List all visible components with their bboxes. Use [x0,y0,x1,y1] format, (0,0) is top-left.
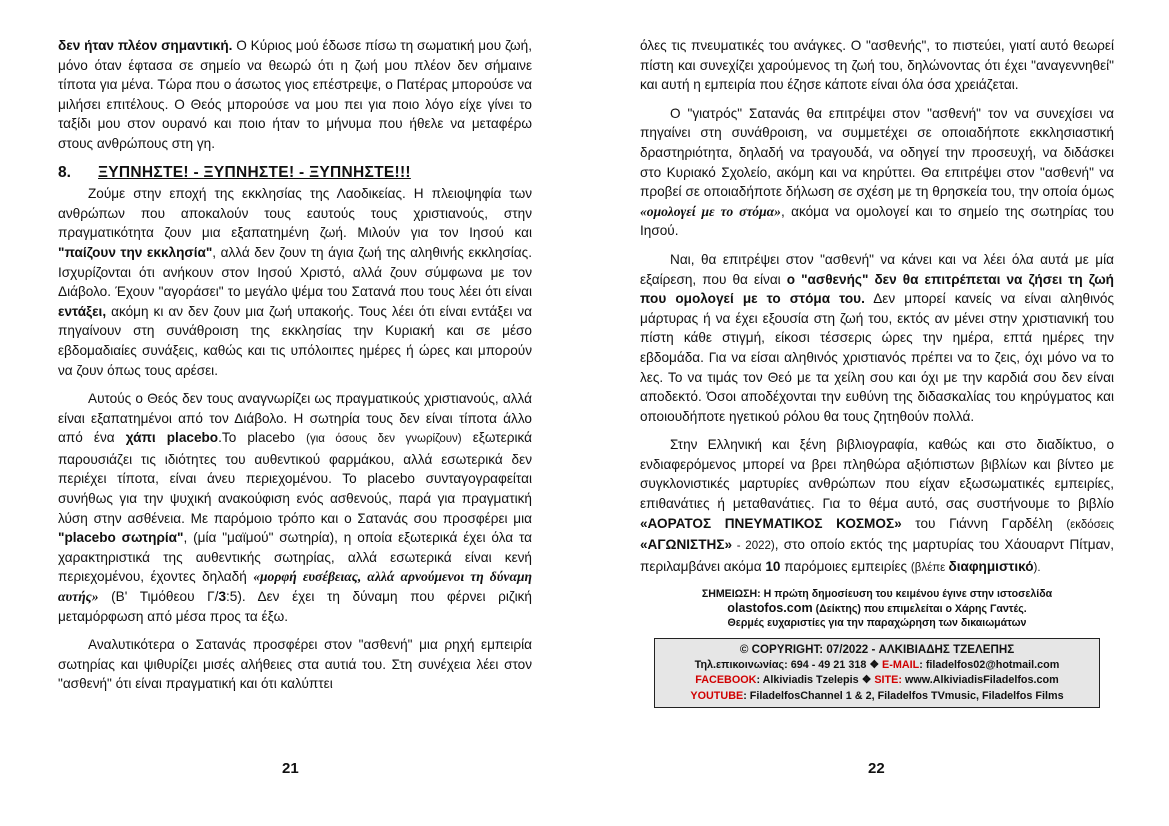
text-run: , (μία "μαϊμού" σωτηρία), η οποία εξωτερικά έχει όλα τα χαρακτηριστικά της αυθεντικής σωτηρίας, αλλά εσωτερικά είναι κενή περιεχομένου, έχοντες δηλαδή [58,530,532,585]
text-run: Ναι, θα επιτρέψει στον "ασθενή" να κάνει και να λέει όλα αυτά με μία εξαίρεση, που θα είναι [640,251,1114,287]
right-paragraph-2 [640,104,1114,241]
right-paragraph-4 [640,435,1114,578]
left-paragraph-4 [58,635,532,694]
left-page-number: 21 [282,760,299,777]
text-run: - 2022) [732,540,775,553]
copyright-line: © COPYRIGHT: 07/2022 - ΑΛΚΙΒΙΑΔΗΣ ΤΖΕΛΕΠΗΣ [739,643,1015,657]
text-run: "placebo σωτηρία" [58,530,184,546]
text-run: χάπι placebo [125,430,219,446]
left-paragraph-1 [58,36,532,154]
text-run: ο "ασθενής" δεν θα επιτρέπεται να ζήσει τη ζωή που ομολογεί με το στόμα του. [640,271,1114,307]
text-run: Αυτούς ο Θεός δεν τους αναγνωρίζει ως πραγματικούς χριστιανούς, αλλά είναι εξαπατημένοι από τον Διάβολο. Η σωτηρία τους δεν είναι τίποτα άλλο από ένα [58,391,532,446]
separator-icon: ❖ [861,674,872,687]
text-run: 10 [765,558,781,574]
copyright-box [654,638,1100,708]
text-run: Ο Κύριος μού έδωσε πίσω τη σωματική μου ζωή, μόνο όταν έφτασα σε σημείο να θεωρώ ότι η ζωή μου πλέον δεν σήμαινε τίποτα για μένα. Τώρα που ο άσωτος γιος επέστρεψε, ο Πατέρας μπορούσε να μιλήσει επιτέλους. Ο Θεός μπορούσε να μου πει για ποιο λόγο είχε γίνει το ταξίδι μου στον ουρανό και ποιο ήταν το μήνυμα που ήθελε να μεταφέρω στους ανθρώπους στη γη. [58,38,532,151]
text-run: εξωτερικά παρουσιάζει τις ιδιότητες του αυθεντικού φαρμάκου, αλλά εσωτερικά δεν περιέχει τίποτα, είναι άνευ περιεχομένου. Το placebo συνταγογραφείται συνήθως για την ψυχική ανακούφιση ενός ασθενούς, παρά για πραγματική λύση στην ασθένεια. Με παρόμοιο τρόπο και ο Σατανάς σου προσφέρει μια [58,430,532,526]
text-run: (βλέπε [910,561,949,574]
text-run: Στην Ελληνική και ξένη βιβλιογραφία, καθώς και στο διαδίκτυο, ο ενδιαφερόμενος μπορεί να βρει πληθώρα αξιόπιστων βιβλίων και βίντεο με συγκλονιστικές μαρτυρίες ανθρώπων που είχαν εξωσωματικές εμπειρίες, επιθανάτιες ή μεταθανάτιες. Για το θέμα αυτό, σας συστήνουμε το βιβλίο [640,437,1114,512]
text-run: «μορφή ευσέβειας, αλλά αρνούμενοι τη δύναμη αυτής» [58,569,532,605]
publication-note [640,587,1114,630]
text-run: όλες τις πνευματικές του ανάγκες. Ο "ασθενής", το πιστεύει, γιατί αυτό θεωρεί πίστη και συνεχίζει χαρούμενος τη ζωή του, δηλώνοντας ότι έχει "αναγεννηθεί" και αυτή η εμπειρία που έζησε κάποτε είναι όλα όσα χρειάζεται. [640,38,1114,93]
text-run: (εκδόσεις [1066,518,1115,531]
right-paragraph-1 [640,36,1114,95]
text-run: Δεν μπορεί κανείς να είναι αληθινός μάρτυρας ή να έχει εξουσία στη ζωή του, εκτός αν μένει στην χριστιανική του πίστη κάθε στιγμή, είκοσι τέσσερις ώρες την ημέρα, επτά ημέρες την εβδομάδα. Για να είσαι αληθινός χριστιανός πρέπει να το ζεις, όχι μόνο να το λες. Το να τιμάς τον Θεό με τα χείλη σου και όχι με την καρδιά σου δεν είναι αποδεκτό. Όσοι αποδέχονται την ευθύνη της διδασκαλίας του κηρύγματος και οποιουδήποτε ηγετικού ρόλου θα τους ζητηθούν πολλά. [640,291,1114,424]
text-run: του Γιάννη Γαρδέλη [901,515,1067,531]
right-page-number: 22 [868,760,885,777]
left-paragraph-3 [58,389,532,626]
phone-label: Τηλ.επικοινωνίας: [694,658,788,671]
email-address[interactable]: : filadelfos02@hotmail.com [919,658,1060,671]
text-run: , στο οποίο εκτός της μαρτυρίας του Χάουαρντ Πίτμαν, περιλαμβάνει ακόμα [640,537,1114,574]
right-page [640,36,1114,708]
note-site-link[interactable]: olastofos.com [727,601,813,616]
contact-line [659,658,1095,674]
left-paragraph-2 [58,184,532,380]
site-label: SITE: [874,674,902,687]
section-heading [58,163,532,183]
text-run: ακόμη κι αν δεν ζουν μια ζωή υπακοής. Τους λέει ότι είναι εντάξει να πηγαίνουν στη συνάθροιση της εκκλησίας την Κυριακή και σε μέσο εβδομαδιαίες συνάξεις, καθώς και τις υπόλοιπες ημέρες ή ώρες και μπορούν να ζουν όπως τους αρέσει. [58,303,532,378]
text-run: , ακόμα να ομολογεί και το σημείο της σωτηρίας του Ιησού. [640,203,1114,239]
text-run: ). [1033,561,1041,574]
youtube-channels[interactable]: : FiladelfosChannel 1 & 2, Filadelfos TVmusic, Filadelfos Films [743,689,1064,702]
text-run: δεν ήταν πλέον σημαντική. [58,38,233,53]
section-number: 8. [58,163,71,181]
right-paragraph-3 [640,250,1114,426]
text-run: :5). Δεν έχει τη δύναμη που φέρνει ριζική μεταμόρφωση από μέσα προς τα έξω. [58,589,532,624]
phone-number: 694 - 49 21 318 [790,658,867,671]
text-run: , αλλά δεν ζουν τη άγια ζωή της αληθινής εκκλησίας. Ισχυρίζονται ότι ανήκουν στον Ιησού Χριστό, αλλά ζουν σύμφωνα με τον Διάβολο. Έχουν "αγοράσει" το μεγάλο ψέμα του Σατανά που τους λέει ότι είναι [58,244,532,300]
text-run: Ζούμε στην εποχή της εκκλησίας της Λαοδικείας. Η πλειοψηφία των ανθρώπων που αποκαλούν τους εαυτούς τους χριστιανούς, στην πραγματικότητα ζουν μια εξαπατημένη ζωή. Μιλούν για τον Ιησού και [58,186,532,241]
youtube-line [659,689,1095,705]
text-run: "παίζουν την εκκλησία" [58,244,213,260]
separator-icon: ❖ [869,658,880,671]
site-url[interactable]: www.AlkiviadisFiladelfos.com [904,674,1059,687]
text-run: διαφημιστικό [948,558,1034,574]
text-run: .Το placebo [218,430,307,446]
facebook-name[interactable]: : Alkiviadis Tzelepis [756,674,859,687]
note-line-2-rest: (Δείκτης) που επιμελείται ο Χάρης Γαντές. [812,603,1027,616]
social-line [659,673,1095,689]
youtube-label: YOUTUBE [690,689,744,702]
text-run: (Β' Τιμόθεου Γ/ [98,589,219,605]
text-run: εντάξει, [58,303,107,319]
section-title: ΞΥΠΝΗΣΤΕ! - ΞΥΠΝΗΣΤΕ! - ΞΥΠΝΗΣΤΕ!!! [98,163,411,181]
text-run: «ΑΟΡΑΤΟΣ ΠΝΕΥΜΑΤΙΚΟΣ ΚΟΣΜΟΣ» [640,515,902,531]
note-line-2 [640,601,1114,616]
email-label: E-MAIL [882,658,920,671]
text-run: παρόμοιες εμπειρίες [780,558,911,574]
text-run: «ΑΓΩΝΙΣΤΗΣ» [640,537,733,553]
text-run: (για όσους δεν γνωρίζουν) [306,433,462,446]
text-run: 3 [218,589,226,605]
note-line-3: Θερμές ευχαριστίες για την παραχώρηση των δικαιωμάτων [727,617,1027,630]
left-page [58,36,532,703]
text-run: Αναλυτικότερα ο Σατανάς προσφέρει στον "ασθενή" μια ρηχή εμπειρία σωτηρίας και ψιθυρίζει μισές αλήθειες στα αυτιά του. Στη συνέχεια λέει στον "ασθενή" ότι είναι πραγματική και ότι καλύπτει [58,637,532,692]
note-line-1: ΣΗΜΕΙΩΣΗ: Η πρώτη δημοσίευση του κειμένου έγινε στην ιστοσελίδα [701,588,1053,601]
text-run: «ομολογεί με το στόμα» [640,203,781,219]
text-run: Ο "γιατρός" Σατανάς θα επιτρέψει στον "ασθενή" τον να συνεχίσει να πηγαίνει στη συνάθροιση, να συμμετέχει σε οποιαδήποτε εκκλησιαστική δραστηριότητα, δηλαδή να τραγουδά, να οδηγεί την προσευχή, να διδάσκει στο Κυριακό Σχολείο, ακόμη και να κηρύττει. Θα επιτρέψει στον "ασθενή" να προβεί σε οποιαδήποτε δήλωση σε σχέση με τη θρησκεία του, την οποία όμως [640,105,1114,200]
facebook-label: FACEBOOK [695,674,757,687]
